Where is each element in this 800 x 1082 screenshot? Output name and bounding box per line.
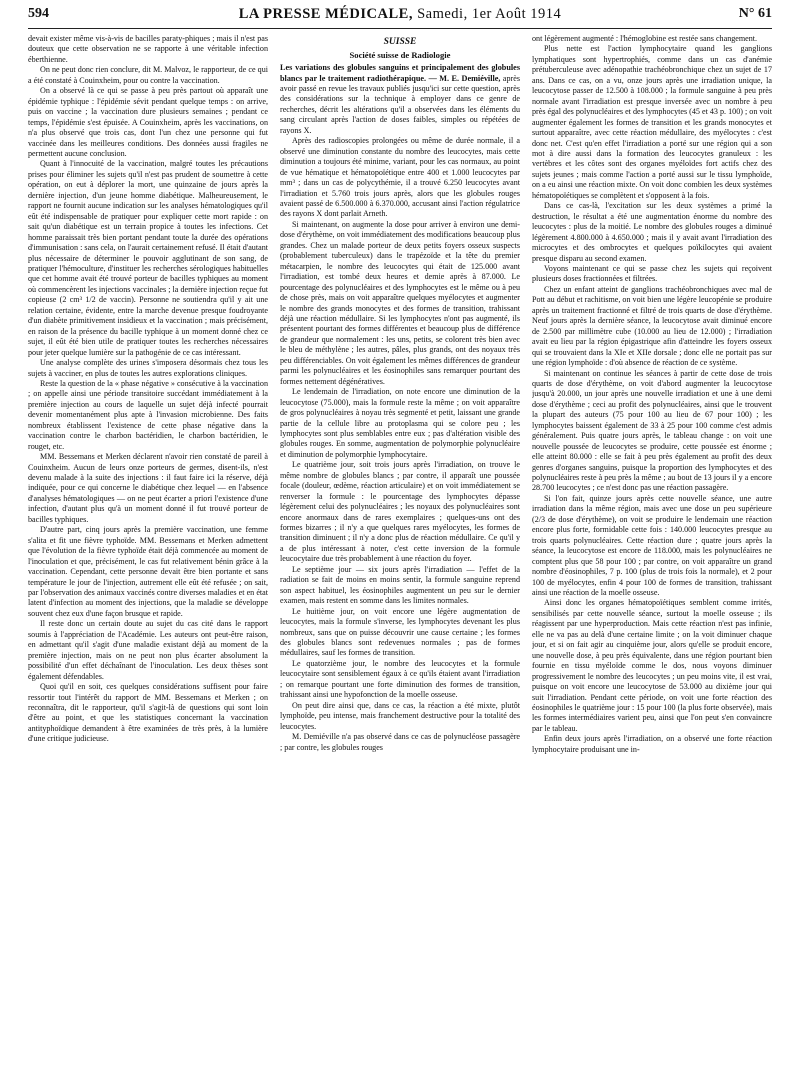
paragraph: Ainsi donc les organes hématopoïétiques semblent comme irrités, sensibilisés par cette nouvelle séance, surtout la moelle osseuse ; ils réagissent par une hyperproduction. Mais cette réaction n'est pas infinie, elle ne va pas au delà d'une certaine limite ; on la voit diminuer chaque jour, et si on fait agir au cinquième jour, alors qu'elle se produit encore, une nouvelle dose, à peu près équivalente, dans une région pourtant bien fournie en tissu myéloïde comme le dos, nous voyons diminuer progressivement le nombre des leucocytes ; un peu moins vite, il est vrai, puisque on voit encore une leucocytose de 53.000 au dixième jour qui suit l'irradiation. Pendant cette période, on voit une forte réaction des éosinophiles le quatrième jour : 15 pour 100 (la plus forte observée), mais les formes intermédiaires varient peu, ainsi que l'on peut s'en convaincre par le tableau.: [532, 598, 772, 733]
paragraph: Le quatrième jour, soit trois jours après l'irradiation, on trouve le même nombre de globules blancs ; par contre, il apparaît une poussée focale (douleur, œdème, réaction articulaire) et on voit immédiatement se renverser la formule : le pourcentage des lymphocytes dépasse légèrement celui des polynucléaires ; les noyaux des polynucléaires sont encore anormaux dans de rares exemplaires ; quelques-uns ont des formes bizarres ; il n'y a que quelques rares myélocytes, les formes de transition diminuent ; il n'y a donc plus de réaction médullaire. Ce qu'il y a de plus intéressant à noter, c'est cette inversion de la formule leucocytaire due très probablement à une réaction du foyer.: [280, 460, 520, 564]
paragraph: Si maintenant on continue les séances à partir de cette dose de trois quarts de dose d'érythème, on voit d'abord augmenter la leucocytose jusqu'à 20.000, un jour après une nouvelle irradiation et une à une demi dose d'érythème ; ceci au profit des polynucléaires, ainsi que le trouvent la plupart des auteurs (75 pour 100 au lieu de 67 pour 100) ; les lymphocytes baissent également de 33 à 25 pour 100 comme c'est admis généralement. Puis quatre jours après, le tableau change : on voit une nouvelle poussée de leucocytes se produire, cette poussée est énorme ; elle atteint 80.000 : elle se fait à peu près également au profit des deux genres d'organes sanguins, puisque la proportion des lymphocytes et des polynucléaires reste à peu près la même ; au bout de 13 jours il y a encore 28.700 leucocytes ; ce n'est donc pas une réaction passagère.: [532, 368, 772, 493]
article-lead: après avoir passé en revue les travaux publiés jusqu'ici sur cette question, après des considérations sur la technique à employer dans ce genre de recherches, décrit les altérations qu'il a observées dans les éléments du sang circulant après l'action de doses faibles, simples ou répétées de rayons X.: [280, 73, 520, 135]
paragraph: Reste la question de la « phase négative » consécutive à la vaccination ; on appelle ainsi une période transitoire succédant immédiatement à la première injection au cours de laquelle un sujet déjà infecté pourrait devenir momentanément plus apte à l'invasion microbienne. Des faits nombreux établissent l'existence de cette phase négative dans la vaccination contre le charbon bactéridien, le charbon bactéridien, le rouget, etc.: [28, 378, 268, 451]
paragraph: Le huitième jour, on voit encore une légère augmentation de leucocytes, mais la formule s'inverse, les lymphocytes devenant les plus nombreux, sans que on puisse découvrir une cause certaine ; les formes des globules blancs sont redevenues normales ; pas de formes médullaires, sauf les formes de transition.: [280, 606, 520, 658]
paragraph: On peut dire ainsi que, dans ce cas, la réaction a été mixte, plutôt lymphoïde, peu intense, mais franchement destructive pour la totalité des leucocytes.: [280, 700, 520, 731]
paragraph: Voyons maintenant ce qui se passe chez les sujets qui reçoivent plusieurs doses fractionnées et filtrées.: [532, 263, 772, 284]
article-title: Les variations des globules sanguins et principalement des globules blancs par le traitement radiothérapique. — M. E. Demiéville,: [280, 63, 520, 83]
page-header: [28, 6, 772, 29]
journal-name: LA PRESSE MÉDICALE,: [238, 6, 413, 22]
paragraph: devait exister même vis-à-vis de bacilles paraty-phiques ; mais il n'est pas douteux que cette observation ne se rapporte à une véritable infection éberthienne.: [28, 34, 268, 64]
paragraph: Chez un enfant atteint de ganglions trachéobronchiques avec mal de Pott au début et rachitisme, on voit bien une légère leucopénie se produire après un traitement fractionné et filtré de trois quarts de dose d'érythème. Neuf jours après la dernière séance, la leucocytose avait diminué encore de 2.500 par millimètre cube (10.000 au lieu de 12.000) ; l'irradiation avait eu lieu par la région épigastrique afin d'atteindre les foyers osseux qui se trouvaient dans la XIe et XIIe dorsale ; donc elle ne portait pas sur une région lymphoïde : d'où absence de réaction de ce système.: [532, 284, 772, 368]
column-left: [28, 34, 268, 1078]
issue-date: Samedi, 1er Août 1914: [417, 6, 562, 22]
paragraph: ont légèrement augmenté : l'hémoglobine est restée sans changement.: [532, 34, 758, 43]
paragraph: Il reste donc un certain doute au sujet du cas cité dans le rapport soumis à l'appréciation de l'Académie. Les auteurs ont peut-être raison, en admettant qu'il s'agit d'une maladie existant déjà au moment de la première injection, mais on ne peut non plus écarter absolument la possibilité d'un effet déchaînant de l'inoculation. Les deux thèses sont également défendables.: [28, 619, 268, 681]
paragraph: Dans ce cas-là, l'excitation sur les deux systèmes a primé la destruction, le résultat a été une augmentation énorme du nombre des leucocytes : plus de la moitié. Le nombre des globules rouges a diminué légèrement 4.800.000 à 4.650.000 ; mais il y avait avant l'irradiation des microcytes et des ombrocytes et quelques poïkilocytes qui avaient presque disparu au second examen.: [532, 201, 772, 263]
column-right: [532, 34, 772, 1078]
paragraph: Une analyse complète des urines s'imposera désormais chez tous les sujets à vacciner, en plus de toutes les autres explorations cliniques.: [28, 358, 268, 378]
paragraph: On ne peut donc rien conclure, dit M. Malvoz, le rapporteur, de ce qui a été constaté à Couinxheim, pour ou contre la vaccination.: [28, 65, 268, 85]
column-middle-body: [280, 136, 520, 753]
paragraph: Le septième jour — six jours après l'irradiation — l'effet de la radiation se fait de moins en moins sentir, la formule sanguine reprend son aspect habituel, les éosinophiles augmentent un peu sur le dernier examen, mais restent en somme dans les limites normales.: [280, 564, 520, 606]
column-middle: [280, 34, 520, 1078]
text-columns: [28, 34, 772, 1078]
paragraph: Après des radioscopies prolongées ou même de durée normale, il a observé une diminution constante du nombre des leucocytes, mais cette diminution a toujours été minime, variant, pour les cas normaux, au point de vue hématique et hématopoïétique entre 400 et 1.000 leucocytes par mm³ ; dans un cas de polycythémie, il a trouvé 6.250 leucocytes avant l'irradiation et 5.760 trois jours après, alors que les globules rouges avaient passé de 6.500.000 à 6.370.000, accusant ainsi l'action régulatrice des rayons X dont parlait Arneth.: [280, 136, 520, 219]
paragraph: Quant à l'innocuité de la vaccination, malgré toutes les précautions prises pour éliminer les sujets qu'il n'est pas prudent de soumettre à cette opération, on eut à déplorer la mort, une quinzaine de jours après la dernière injection, d'un jeune homme diabétique. Malheureusement, le rapport ne fournit aucune indication sur les analyses hématologiques qu'il eût été indispensable de pratiquer pour expliquer cette mort rapide : on sait qu'un diabétique est un terrain propice à toutes les infections. Cet homme paraissait très bien portant pendant toute la durée des opérations d'immunisation : sans cela, on l'aurait certainement refusé. Il était d'autant plus nécessaire de déterminer le pouvoir agglutinant de son sang, de pratiquer l'hémoculture, d'instituer les recherches sérologiques habituelles que cet homme avait été trouvé porteur de bacilles typhiques au moment où commencèrent les injections vaccinales ; la dernière injection reçue fut copieuse (2 cm³ 1/2 de vaccin). Personne ne soutiendra qu'il y ait une relation certaine, évidente, entre la marche devenue presque foudroyante d'un diabète primitivement insidieux et la vaccination ; mais précisément, en raison de la présence du bacille typhique à un moment donné chez ce sujet, il eût été bien utile de pratiquer toutes les recherches nécessaires pour jeter quelque lumière sur la pathogénie de ce cas intéressant.: [28, 159, 268, 357]
paragraph: MM. Bessemans et Merken déclarent n'avoir rien constaté de pareil à Couinxheim. Aucun de leurs onze porteurs de germes, disent-ils, n'est devenu malade à la suite des injections : il faut faire ici la réserve, déjà indiquée, pour ce qui concerne le diabétique chez lequel — en l'absence d'analyses hématologiques — on ne peut écarter a priori l'existence d'une infection, d'autant plus qu'à un moment donné il fut trouvé porteur de bacilles typhiques.: [28, 452, 268, 524]
paragraph: Enfin deux jours après l'irradiation, on a observé une forte réaction lymphocytaire produisant une in-: [532, 734, 772, 754]
page-number: 594: [28, 6, 49, 21]
paragraph: Si l'on fait, quinze jours après cette nouvelle séance, une autre irradiation dans la même région, mais avec une dose un peu supérieure (2/3 de dose d'érythème), on voit se produire le lendemain une réaction encore plus forte, formidable cette fois : 140.000 leucocytes presque au trois quarts polynucléaires. Cette réaction dure ; quatre jours après la séance, la leucocytose est encore de 118.000, mais les polynucléaires ne comptent plus que 58 pour 100 ; par contre, on voit apparaître un grand nombre d'éosinophiles, 7 p. 100 (plus de trois fois la normale), et 2 pour 100 de myélocytes, enfin 4 pour 100 de formes de transition, trahissant ainsi une réaction de la moelle osseuse.: [532, 493, 772, 598]
paragraph: D'autre part, cinq jours après la première vaccination, une femme s'alita et fit une fièvre typhoïde. MM. Bessemans et Merken admettent que l'évolution de la fièvre typhoïde était déjà commencée au moment de l'inoculation et que, précisément, le cas fut relativement bénin grâce à la vaccination. Cependant, cette personne devait être bien portante et sans température le jour de l'injection, autrement elle eût été refusée ; on sait, par l'observation des animaux vaccinés contre diverses maladies et en état latent d'infection au moment des injections, que la maladie se développe souvent chez eux d'une façon brusque et rapide.: [28, 525, 268, 618]
article-lead-paragraph: [280, 63, 520, 136]
section-heading: SUISSE: [383, 37, 417, 47]
paragraph: M. Demiéville n'a pas observé dans ce cas de polynucléose passagère ; par contre, les globules rouges: [280, 732, 520, 752]
journal-title: [28, 6, 772, 23]
paragraph: Plus nette est l'action lymphocytaire quand les ganglions lymphatiques sont hypertrophiés, comme dans un cas d'anémie prétuberculeuse avec adénopathie trachéobronchique chez un sujet de 17 ans. Dans ce cas, on a vu, onze jours après une irradiation unique, la leucocytose passer de 12.500 à 108.000 ; la formule sanguine à peu près normale avant l'irradiation est presque inversée avec un nombre à peu près égal des polynucléaires et des lymphocytes (45 et 43 p. 100) ; on voit augmenter également les formes de transition et les grands monocytes et surtout apparaître, avec cette réaction médullaire, des myélocytes : c'est donc net. C'est qu'en effet l'irradiation a porté sur une région qui a son mot à dire aussi dans la formation des leucocytes granuleux : les vertèbres et les côtes sont des organes myéloïdes fort actifs chez des sujets jeunes ; mais comme l'action a porté aussi sur le tissu lymphoïde, on a eu ainsi une réaction mixte. On voit donc combien les deux systèmes hématopoïétiques se complètent et s'opposent à la fois.: [532, 44, 772, 200]
paragraph: Le quatorzième jour, le nombre des leucocytes et la formule leucocytaire sont sensiblement égaux à ce qu'ils étaient avant l'irradiation ; on remarque pourtant une forte diminution des formes de transition, trahissant ainsi une hypofonction de la moelle osseuse.: [280, 658, 520, 700]
society-heading: Société suisse de Radiologie: [349, 50, 451, 60]
paragraph: On a observé là ce qui se passe à peu près partout où apparaît une épidémie typhique : l'épidémie sévit pendant quelque temps : on arrive, puis on vaccine ; la vaccination dure plusieurs semaines ; pendant ce temps, l'épidémie s'est épuisée. A Couinxheim, après les vaccinations, on n'a plus observé que trois cas, dont l'un chez une personne qui fut vaccinée dans les meilleures conditions. Des données aussi fragiles ne permettent aucune conclusion.: [28, 86, 268, 158]
paragraph: Quoi qu'il en soit, ces quelques considérations suffisent pour faire ressortir tout l'intérêt du rapport de MM. Bessemans et Merken ; on reconnaîtra, dit le rapporteur, qu'il s'agit-là de questions qui sont loin d'être au point, et que les statistiques concernant la vaccination antityphoïdique demandent à être examinées de très près, à la lumière d'une critique judicieuse.: [28, 682, 268, 744]
paragraph: Le lendemain de l'irradiation, on note encore une diminution de la leucocytose (75.000), mais la formule reste la même ; on voit apparaître de gros polynucléaires à noyau très segmenté et petit, laissant une grande partie de la cellule libre au protoplasma qui se colore peu ; les lymphocytes sont plus semblables entre eux ; pas d'altération visible des globules rouges. En somme, augmentation de polymorphie polynucléaire et diminution de polymorphie lymphocytaire.: [280, 387, 520, 459]
issue-number: N° 61: [738, 6, 772, 21]
paragraph: Si maintenant, on augmente la dose pour arriver à environ une demi-dose d'érythème, on voit immédiatement des modifications beaucoup plus grandes. Chez un malade porteur de deux petits foyers osseux suspects (probablement tuberculeux) dans le trapézoïde et la tête du premier métacarpien, le nombre des leucocytes qui était de 125.000 avant l'irradiation, est tombé deux heures et demie après à 87.000. Le pourcentage des polynucléaires et des lymphocytes est le même ou à peu de chose près, mais on voit apparaître quelques myélocytes et augmenter le nombre des grands monocytes et des formes de transition, trahissant déjà une réaction médullaire. Si les lymphocytes n'ont pas augmenté, ils présentent pourtant des formes différentes et beaucoup plus de différence de grandeur que normalement : les uns, petits, se colorent très bien avec le bleu de méthylène ; les autres, pâles, plus grands, ont des noyaux très peu différenciables. On voit également les mêmes différences de grandeur parmi les polynucléaires et les éosinophiles sans remarquer pourtant des formes nettement dégénératives.: [280, 219, 520, 386]
